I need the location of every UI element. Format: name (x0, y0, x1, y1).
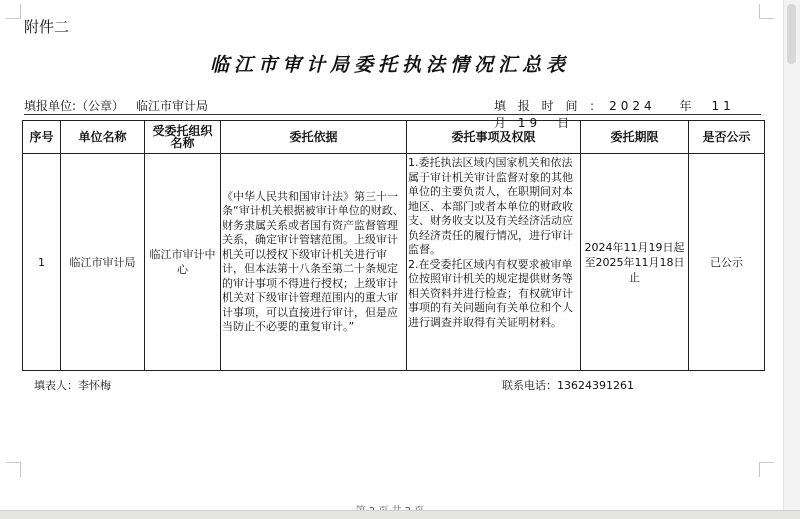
header-cell: 单位名称 (61, 121, 145, 154)
cell-basis: 《中华人民共和国审计法》第三十一条“审计机关根据被审计单位的财政、财务隶属关系或者国有资产监督管理关系，确定审计管辖范围。上级审计机关可以授权下级审计机关进行审计，但本法第十八条至第二十条规定的审计事项不得进行授权；上级审计机关对下级审计管理范围内的重大审计事项，可以直接进行审计，但是应当防止不必要的重复审计。” (221, 154, 407, 371)
cell-unit: 临江市审计局 (61, 154, 145, 371)
fill-info-row (24, 97, 761, 130)
header-cell: 序号 (23, 121, 61, 154)
header-cell: 委托期限 (581, 121, 689, 154)
entrustment-table (22, 120, 765, 371)
fill-date-label: 填 报 时 间 ： (494, 99, 606, 113)
page-corner-mark (6, 4, 21, 19)
scroll-thumb[interactable] (787, 4, 796, 64)
scope-item: 1.委托执法区域内国家机关和依法属于审计机关审计监督对象的其他单位的主要负责人，在职期间对本地区、本部门或者本单位的财政收支、财务收支以及有关经济活动应负经济责任的履行情况，进行审计监督。 (408, 156, 573, 256)
fill-unit-label: 填报单位:（公章） (24, 99, 125, 113)
header-cell: 委托依据 (221, 121, 407, 154)
table-header-row (23, 121, 765, 154)
fill-unit-value: 临江市审计局 (136, 99, 209, 113)
header-cell: 受委托组织名称 (145, 121, 221, 154)
cell-period: 2024年11月19日起至2025年11月18日止 (581, 154, 689, 371)
cell-entrusted-org: 临江市审计中心 (145, 154, 221, 371)
table-row (23, 154, 765, 371)
vertical-scrollbar[interactable] (783, 0, 800, 510)
page-corner-mark (6, 462, 21, 477)
document-title: 临江市审计局委托执法情况汇总表 (209, 54, 570, 76)
header-cell: 委托事项及权限 (407, 121, 581, 154)
contact-phone: 联系电话：13624391261 (502, 379, 634, 392)
page-corner-mark (759, 4, 774, 19)
cell-seq: 1 (23, 154, 61, 371)
cell-scope (407, 154, 581, 371)
fill-date-value: 2024 年 11 月 19 日 (494, 99, 751, 130)
page-corner-mark (759, 462, 774, 477)
cell-public: 已公示 (689, 154, 765, 371)
filler-label: 填表人：李怀梅 (34, 379, 111, 392)
header-cell: 是否公示 (689, 121, 765, 154)
scope-item: 2.在受委托区域内有权要求被审单位按照审计机关的规定提供财务等相关资料并进行检查；有权就审计事项的有关问题向有关单位和个人进行调查并取得有关证明材料。 (408, 257, 573, 329)
attachment-label: 附件二 (24, 18, 70, 36)
